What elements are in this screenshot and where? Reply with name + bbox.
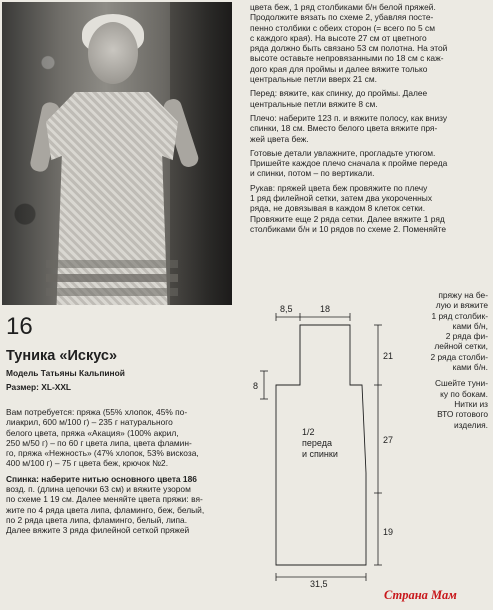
dim-right-upper: 21	[383, 351, 394, 361]
materials-and-back-text: Вам потребуется: пряжа (55% хлопок, 45% по- лиакрил, 600 м/100 г) – 235 г натурального белого цвета, пряжа «Акация» (100% акрил, 250 м/50 г) – по 60 г цвета липа, цвета фламин- го, пряжа «Нежность» (47% хлопок, 53% вискоза, 400 м/100 г) – 75 г цвета беж, крючок №2. Спинка: наберите нитью основного цвета 186 возд. п. (длина цепочки 63 см) и вяжите узором по схеме 1 19 см. Далее меняйте цвета пряжи: вя- жите по 4 ряда цвета липа, фламинго, беж, белый, по 2 ряда цвета липа, фламинго, белый, липа. Далее вяжите 3 ряда филейной сеткой пряжей	[6, 407, 205, 536]
dim-left: 8	[253, 381, 259, 391]
pattern-title: Туника «Искус»	[6, 348, 118, 364]
model-photo	[2, 2, 232, 305]
dim-right-lower: 19	[383, 527, 394, 537]
dim-right-middle: 27	[383, 435, 394, 445]
dim-top-right: 18	[320, 304, 331, 314]
site-logo: Страна Мам	[384, 588, 457, 602]
model-number: 16	[6, 313, 33, 340]
center-label-2: переда	[302, 438, 332, 448]
dim-top-left: 8,5	[280, 304, 293, 314]
pattern-schematic	[250, 303, 396, 588]
dim-bottom: 31,5	[310, 579, 328, 588]
size-line: Размер: XL-XXL	[6, 382, 72, 392]
instructions-text: цвета беж, 1 ряд столбиками б/н белой пряжей. Продолжите вязать по схеме 2, убавляя посте- пенно столбики с обеих сторон (= всего по 5 см с каждого края). На высоте 27 см от цветного ряда должно быть связано 53 см полотна. На этой высоте оставьте непровязанными по 18 см с каж- дого края для проймы и далее вяжите только центральные петли вверх 21 см. Перед: вяжите, как спинку, до проймы. Далее центральные петли вяжите 8 см. Плечо: наберите 123 п. и вяжите полосу, как внизу спинки, 18 см. Вместо белого цвета вяжите пря- жей цвета беж. Готовые детали увлажните, прогладьте утюгом. Пришейте каждое плечо сначала к пройме переда и спинки, потом – по вертикали. Рукав: пряжей цвета беж провяжите по плечу 1 ряд филейной сетки, затем два укороченных ряда, не довязывая в каждом 8 клеток сетки. Провяжите еще 2 ряда сетки. Далее вяжите 1 ряд столбиками б/н и 10 рядов по схеме 2. Поменяйте	[250, 2, 448, 234]
designer-line: Модель Татьяны Кальпиной	[6, 368, 125, 378]
center-label-3: и спинки	[302, 449, 338, 459]
model-head	[88, 22, 138, 84]
sleeve-notes: пряжу на бе- лую и вяжите 1 ряд столбик- ками б/н, 2 ряда фи- лейной сетки, 2 ряда столби- ками б/н. Сшейте туни- ку по бокам. Нитки из ВТО готового изделия.	[430, 290, 488, 430]
center-label-1: 1/2	[302, 427, 315, 437]
